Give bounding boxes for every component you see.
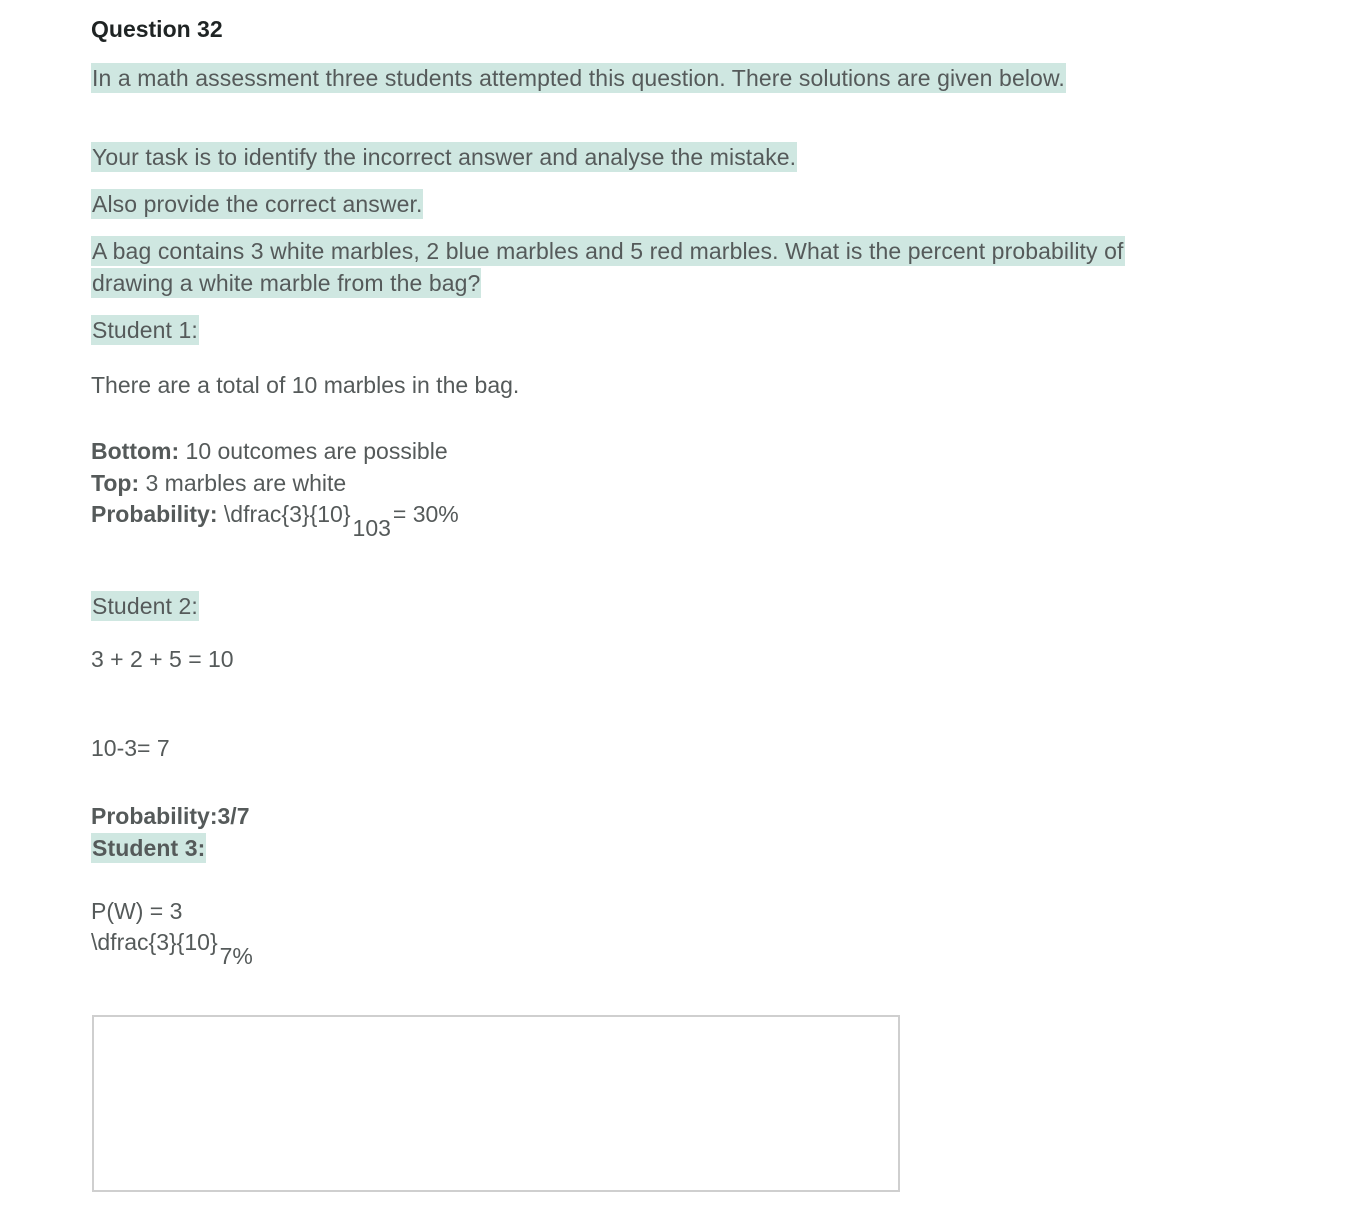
top-text: 3 marbles are white [139, 470, 347, 496]
intro-paragraph-3 [91, 188, 423, 220]
probability-result: = 30% [392, 501, 459, 527]
student-3-heading [91, 832, 206, 864]
problem-statement [91, 235, 1191, 299]
student-2-subtract-line: 10-3= 7 [91, 735, 170, 761]
student-3-expression-line [91, 926, 255, 969]
student-1-bottom-line [91, 435, 448, 467]
student-2-label: Student 2: [92, 593, 198, 619]
bottom-text: 10 outcomes are possible [179, 438, 448, 464]
bottom-label: Bottom: [91, 438, 180, 464]
intro-text-1: In a math assessment three students attempted this question. There solutions are given below. [92, 65, 1065, 91]
student-3-pw-line: P(W) = 3 [91, 898, 183, 924]
student-2-probability-line: Probability:3/7 [91, 803, 250, 829]
student-2-heading [91, 590, 199, 622]
intro-text-2: Your task is to identify the incorrect answer and analyse the mistake. [92, 144, 797, 170]
probability-label: Probability: [91, 501, 218, 527]
student-3-fraction-fallback: 7% [219, 943, 253, 969]
top-label: Top: [91, 470, 140, 496]
probability-fraction-fallback: 103 [352, 515, 391, 541]
student-3-expression: \dfrac{3}{10} [91, 929, 218, 955]
question-title: Question 32 [91, 16, 223, 42]
intro-paragraph-2 [91, 141, 797, 173]
student-1-top-line [91, 467, 346, 499]
probability-expression: \dfrac{3}{10} [217, 501, 351, 527]
student-1-probability-line [91, 498, 459, 541]
intro-paragraph-1 [91, 62, 1066, 94]
student-1-total-line: There are a total of 10 marbles in the bag. [91, 372, 520, 398]
answer-textarea[interactable] [92, 1015, 900, 1192]
student-1-label: Student 1: [92, 317, 198, 343]
student-2-sum-line: 3 + 2 + 5 = 10 [91, 646, 234, 672]
student-3-label: Student 3: [92, 835, 206, 861]
student-1-heading [91, 314, 199, 346]
intro-text-3: Also provide the correct answer. [92, 191, 423, 217]
problem-text: A bag contains 3 white marbles, 2 blue marbles and 5 red marbles. What is the percent probability of drawing a white marble from the bag? [92, 238, 1124, 296]
